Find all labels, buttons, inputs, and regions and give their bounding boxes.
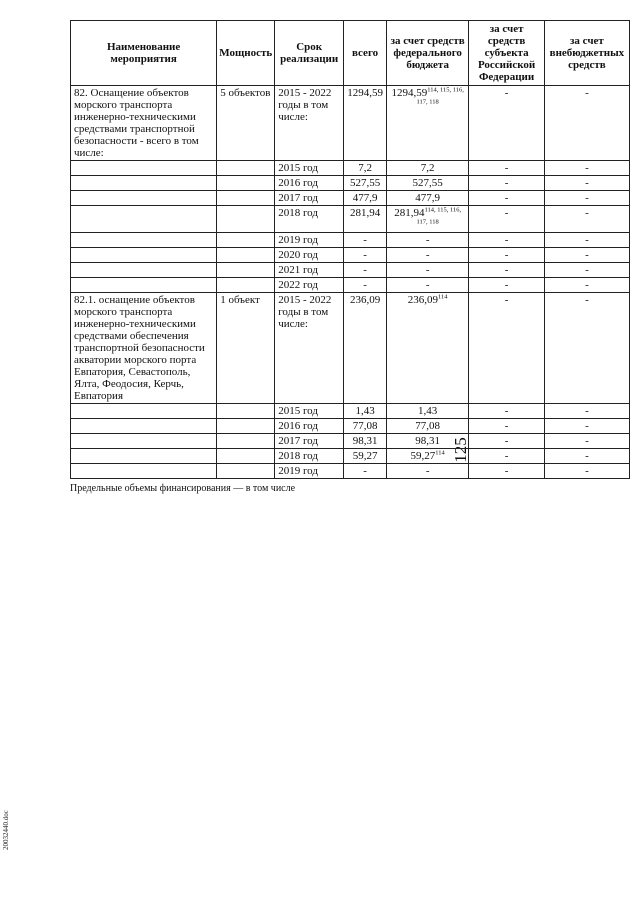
cell-federal: 98,31 xyxy=(386,434,468,449)
cell-name xyxy=(71,248,217,263)
cell-name: 82. Оснащение объектов морского транспорта инженерно-техническими средствами транспортной безопасности - всего в том числе: xyxy=(71,86,217,161)
cell-federal: - xyxy=(386,263,468,278)
cell-period: 2017 год xyxy=(275,434,344,449)
cell-total: - xyxy=(344,248,387,263)
financing-table xyxy=(70,20,630,479)
cell-period: 2015 - 2022 годы в том числе: xyxy=(275,86,344,161)
cell-extra: - xyxy=(544,86,629,161)
table-row xyxy=(71,233,630,248)
cell-name xyxy=(71,161,217,176)
cell-extra: - xyxy=(544,161,629,176)
cell-period: 2015 год xyxy=(275,161,344,176)
cell-federal: - xyxy=(386,248,468,263)
cell-federal: 1,43 xyxy=(386,404,468,419)
cell-total: 1294,59 xyxy=(344,86,387,161)
cell-capacity: 1 объект xyxy=(217,293,275,404)
cell-period: 2016 год xyxy=(275,419,344,434)
footnote-ref: 114 xyxy=(435,449,445,457)
cell-capacity xyxy=(217,263,275,278)
cell-name: 82.1. оснащение объектов морского транспорта инженерно-техническими средствами обеспечения транспортной безопасности акватории морского порта Евпатория, Севастополь, Ялта, Феодосия, Керчь, Евпатория xyxy=(71,293,217,404)
th-period: Срок реализации xyxy=(275,21,344,86)
cell-extra: - xyxy=(544,176,629,191)
cell-federal: - xyxy=(386,464,468,479)
table-row xyxy=(71,419,630,434)
cell-name xyxy=(71,419,217,434)
cell-federal: 281,94$^{114, 115, 116, 117, 118}$ xyxy=(386,206,468,233)
cell-subject: - xyxy=(469,434,544,449)
cell-extra: - xyxy=(544,434,629,449)
cell-subject: - xyxy=(469,176,544,191)
cell-total: 281,94 xyxy=(344,206,387,233)
cell-subject: - xyxy=(469,419,544,434)
cell-name xyxy=(71,278,217,293)
table-row xyxy=(71,404,630,419)
cell-extra: - xyxy=(544,464,629,479)
table-row xyxy=(71,248,630,263)
th-total: всего xyxy=(344,21,387,86)
limits-caption: Предельные объемы финансирования xyxy=(70,483,231,494)
cell-federal: 1294,59$^{114, 115, 116, 117, 118}$ xyxy=(386,86,468,161)
cell-federal: 77,08 xyxy=(386,419,468,434)
cell-period: 2019 год xyxy=(275,464,344,479)
cell-total: 1,43 xyxy=(344,404,387,419)
cell-federal: 236,09$^{114}$ xyxy=(386,293,468,404)
cell-total: 527,55 xyxy=(344,176,387,191)
cell-subject: - xyxy=(469,293,544,404)
cell-period: 2020 год xyxy=(275,248,344,263)
cell-capacity xyxy=(217,278,275,293)
cell-capacity xyxy=(217,449,275,464)
cell-subject: - xyxy=(469,233,544,248)
cell-capacity xyxy=(217,176,275,191)
table-row xyxy=(71,161,630,176)
cell-period: 2018 год xyxy=(275,206,344,233)
cell-federal: 477,9 xyxy=(386,191,468,206)
cell-total: 98,31 xyxy=(344,434,387,449)
cell-name xyxy=(71,206,217,233)
table-row xyxy=(71,86,630,161)
cell-capacity xyxy=(217,404,275,419)
table-body xyxy=(71,86,630,479)
table-row xyxy=(71,293,630,404)
footnote-ref: 114 xyxy=(438,293,448,301)
cell-subject: - xyxy=(469,449,544,464)
cell-total: 236,09 xyxy=(344,293,387,404)
cell-extra: - xyxy=(544,449,629,464)
cell-subject: - xyxy=(469,191,544,206)
cell-capacity xyxy=(217,161,275,176)
cell-subject: - xyxy=(469,404,544,419)
table-row xyxy=(71,191,630,206)
th-federal: за счет средств федерального бюджета xyxy=(386,21,468,86)
cell-subject: - xyxy=(469,248,544,263)
cell-total: - xyxy=(344,233,387,248)
cell-subject: - xyxy=(469,206,544,233)
cell-period: 2022 год xyxy=(275,278,344,293)
cell-name xyxy=(71,434,217,449)
th-capacity: Мощность xyxy=(217,21,275,86)
cell-total: - xyxy=(344,263,387,278)
cell-capacity xyxy=(217,419,275,434)
cell-extra: - xyxy=(544,263,629,278)
cell-extra: - xyxy=(544,419,629,434)
cell-total: - xyxy=(344,464,387,479)
table-row xyxy=(71,263,630,278)
table-row xyxy=(71,464,630,479)
th-subject: за счет средств субъекта Российской Федерации xyxy=(469,21,544,86)
cell-capacity xyxy=(217,191,275,206)
cell-period: 2019 год xyxy=(275,233,344,248)
cell-total: 7,2 xyxy=(344,161,387,176)
cell-extra: - xyxy=(544,248,629,263)
cell-total: 477,9 xyxy=(344,191,387,206)
footnote-ref: 114, 115, 116, 117, 118 xyxy=(416,86,464,106)
table-row xyxy=(71,176,630,191)
cell-extra: - xyxy=(544,191,629,206)
cell-name xyxy=(71,191,217,206)
cell-federal: 7,2 xyxy=(386,161,468,176)
cell-period: 2017 год xyxy=(275,191,344,206)
cell-period: 2021 год xyxy=(275,263,344,278)
cell-extra: - xyxy=(544,206,629,233)
cell-subject: - xyxy=(469,161,544,176)
cell-federal: - xyxy=(386,278,468,293)
doc-code: 20032440.doc xyxy=(2,810,10,850)
cell-federal: 59,27$^{114}$ xyxy=(386,449,468,464)
cell-capacity: 5 объектов xyxy=(217,86,275,161)
cell-capacity xyxy=(217,464,275,479)
cell-extra: - xyxy=(544,278,629,293)
table-row xyxy=(71,449,630,464)
cell-capacity xyxy=(217,233,275,248)
cell-name xyxy=(71,449,217,464)
incl-caption: в том числе xyxy=(245,483,296,494)
cell-name xyxy=(71,233,217,248)
table-row xyxy=(71,278,630,293)
cell-period: 2016 год xyxy=(275,176,344,191)
cell-period: 2018 год xyxy=(275,449,344,464)
th-extra: за счет внебюджетных средств xyxy=(544,21,629,86)
cell-federal: 527,55 xyxy=(386,176,468,191)
cell-capacity xyxy=(217,248,275,263)
cell-name xyxy=(71,263,217,278)
cell-name xyxy=(71,404,217,419)
cell-extra: - xyxy=(544,293,629,404)
cell-federal: - xyxy=(386,233,468,248)
cell-subject: - xyxy=(469,86,544,161)
cell-extra: - xyxy=(544,404,629,419)
table-row xyxy=(71,434,630,449)
cell-name xyxy=(71,464,217,479)
cell-total: - xyxy=(344,278,387,293)
cell-capacity xyxy=(217,206,275,233)
footnote-ref: 114, 115, 116, 117, 118 xyxy=(416,206,462,226)
th-name: Наименование мероприятия xyxy=(71,21,217,86)
cell-total: 77,08 xyxy=(344,419,387,434)
cell-name xyxy=(71,176,217,191)
cell-extra: - xyxy=(544,233,629,248)
cell-period: 2015 - 2022 годы в том числе: xyxy=(275,293,344,404)
cell-subject: - xyxy=(469,464,544,479)
cell-period: 2015 год xyxy=(275,404,344,419)
cell-subject: - xyxy=(469,263,544,278)
cell-capacity xyxy=(217,434,275,449)
cell-total: 59,27 xyxy=(344,449,387,464)
cell-subject: - xyxy=(469,278,544,293)
page-number: 125 xyxy=(450,437,470,463)
table-row xyxy=(71,206,630,233)
